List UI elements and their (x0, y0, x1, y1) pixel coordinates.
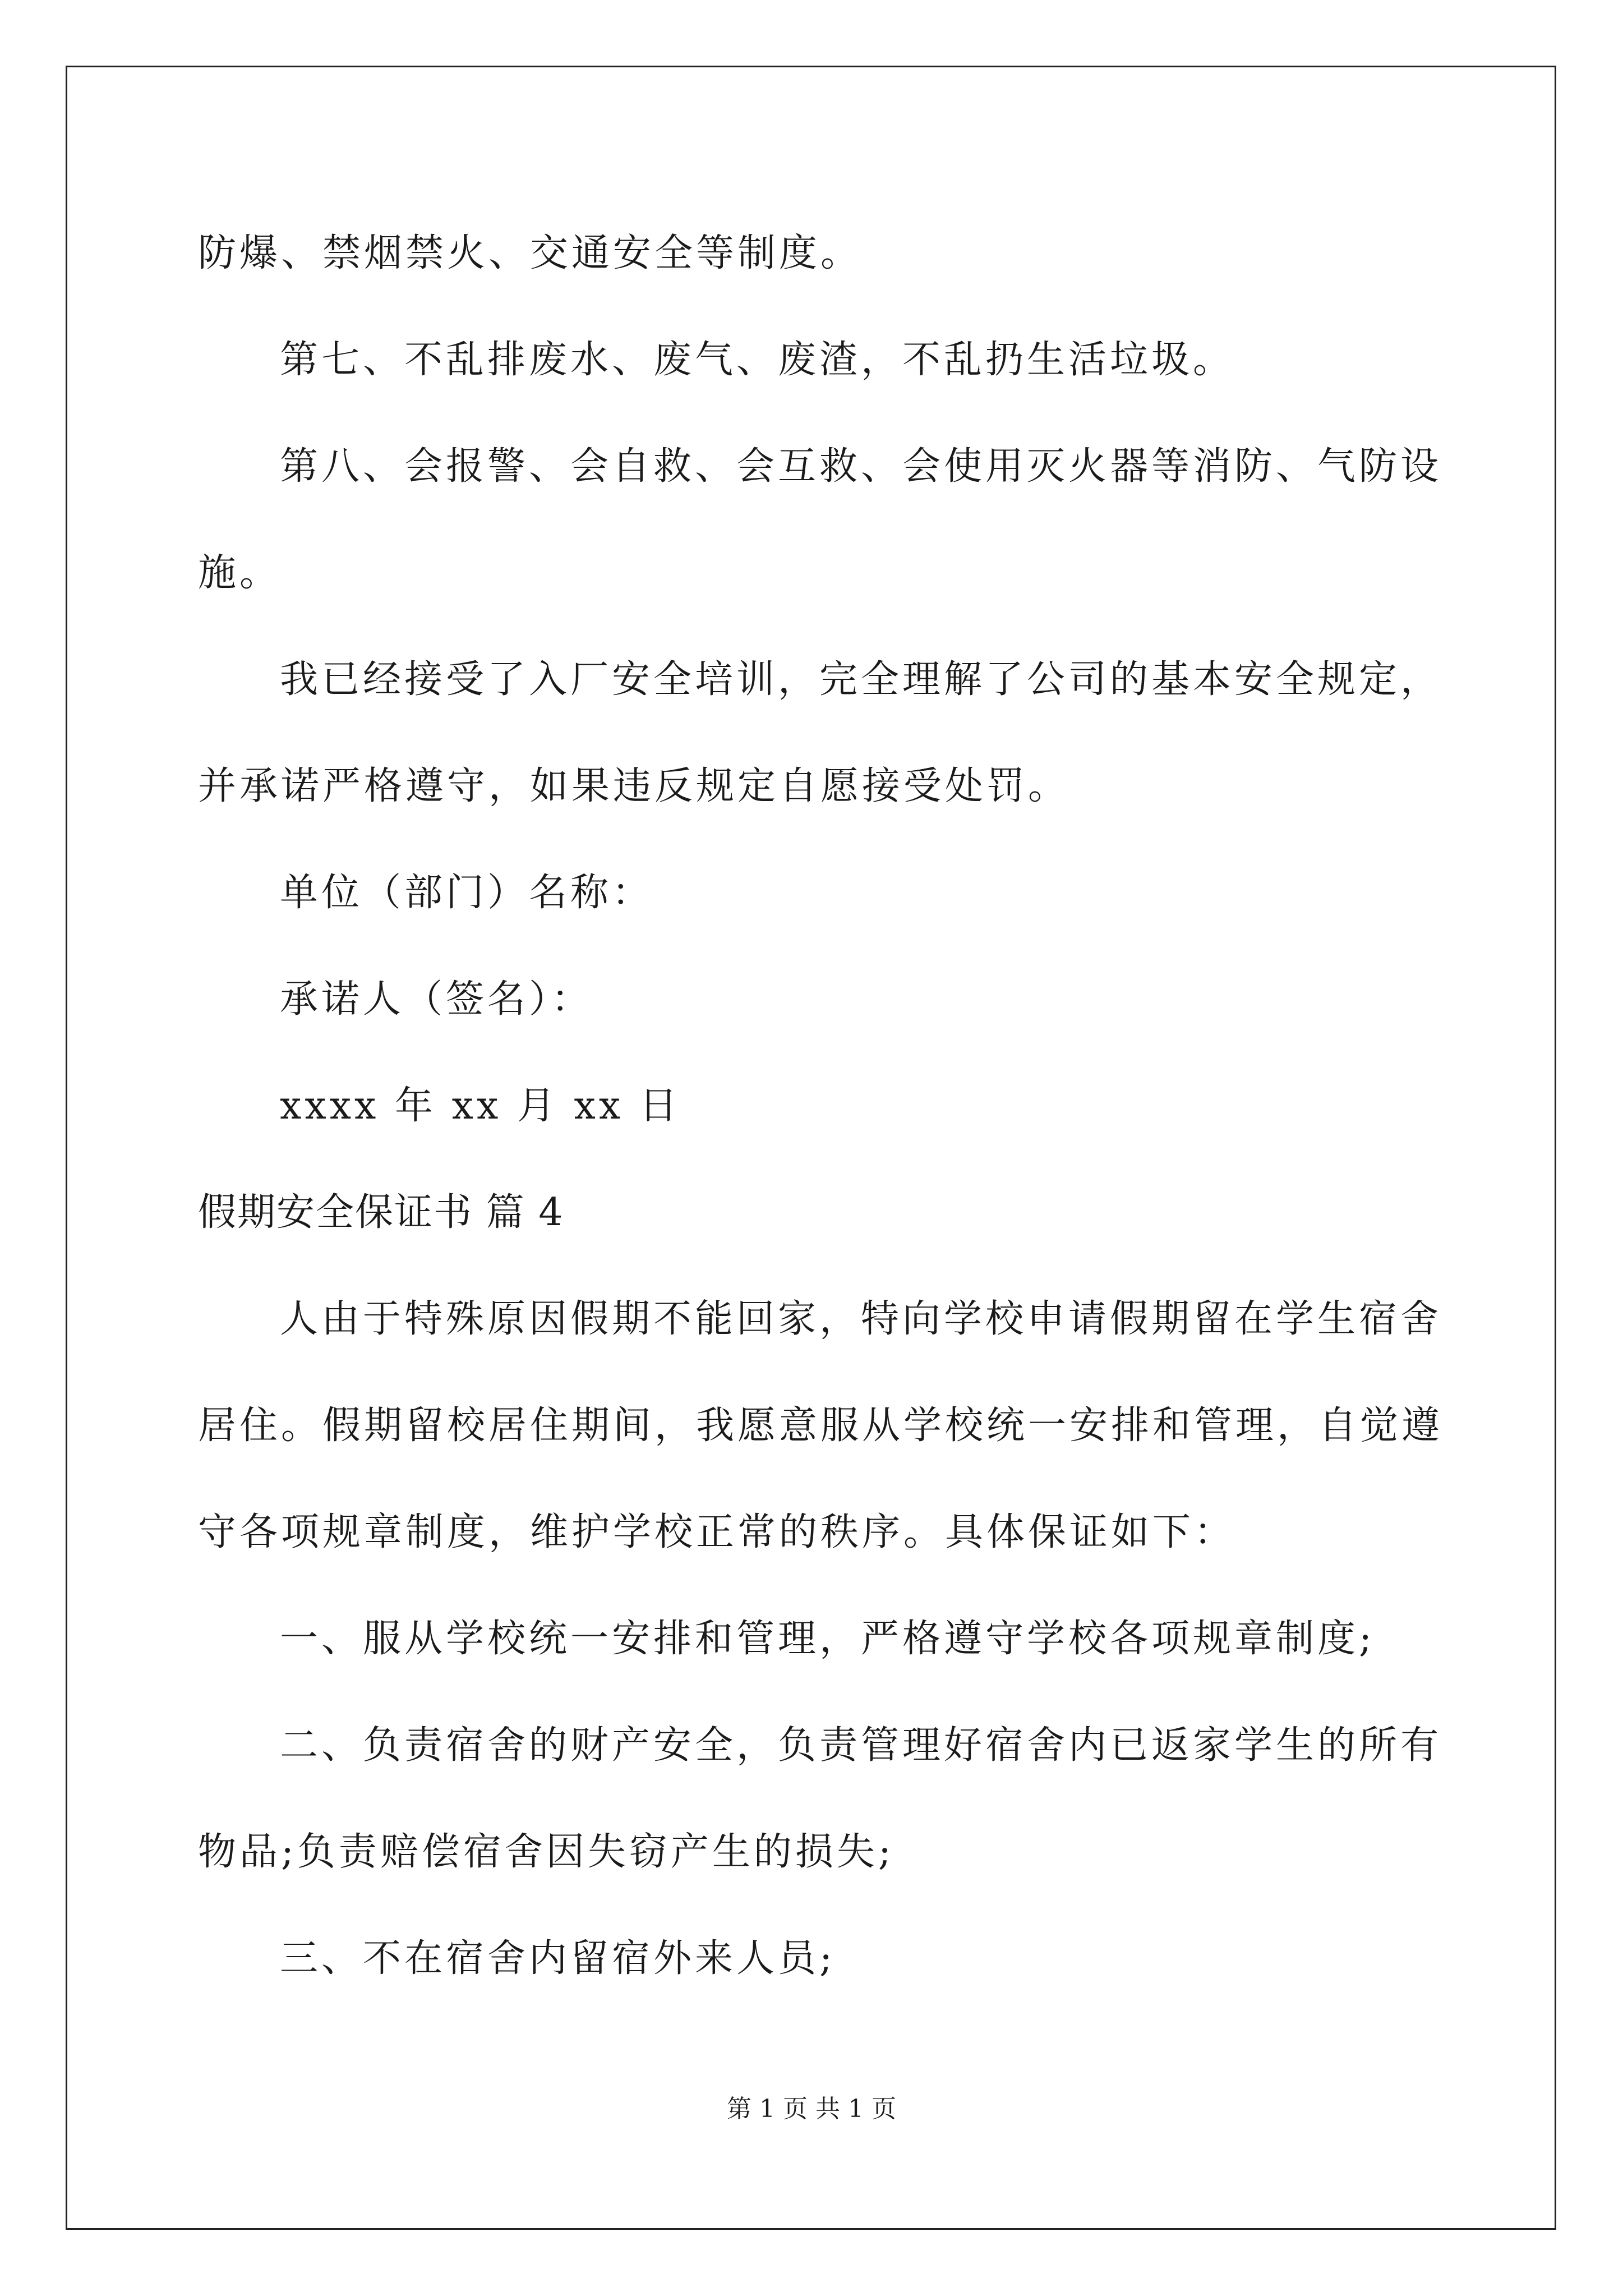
text-line: 一、服从学校统一安排和管理，严格遵守学校各项规章制度; (280, 1617, 1375, 1661)
text-line: 并承诺严格遵守，如果违反规定自愿接受处罚。 (198, 764, 1070, 808)
text-line: xxxx 年 xx 月 xx 日 (280, 1084, 681, 1128)
text-line: 物品;负责赔偿宿舍因失窃产生的损失; (198, 1830, 895, 1874)
text-line: 守各项规章制度，维护学校正常的秩序。具体保证如下： (198, 1510, 1236, 1554)
text-line: 居住。假期留校居住期间，我愿意服从学校统一安排和管理，自觉遵 (198, 1404, 1444, 1448)
page-footer: 第 1 页 共 1 页 (727, 2095, 896, 2123)
text-line: 二、负责宿舍的财产安全，负责管理好宿舍内已返家学生的所有 (280, 1723, 1442, 1768)
text-line: 单位（部门）名称： (280, 871, 654, 915)
text-line: 人由于特殊原因假期不能回家，特向学校申请假期留在学生宿舍 (280, 1297, 1442, 1341)
text-line: 我已经接受了入厂安全培训，完全理解了公司的基本安全规定， (280, 657, 1442, 702)
text-line: 施。 (198, 551, 282, 595)
section-heading: 假期安全保证书 篇 4 (198, 1190, 564, 1235)
text-line: 第七、不乱排废水、废气、废渣，不乱扔生活垃圾。 (280, 338, 1235, 382)
text-line: 防爆、禁烟禁火、交通安全等制度。 (198, 231, 863, 275)
text-line: 承诺人（签名）： (280, 977, 593, 1022)
text-line: 第八、会报警、会自救、会互救、会使用灭火器等消防、气防设 (280, 444, 1442, 489)
text-line: 三、不在宿舍内留宿外来人员; (280, 1936, 836, 1981)
page-border (66, 66, 1556, 2230)
